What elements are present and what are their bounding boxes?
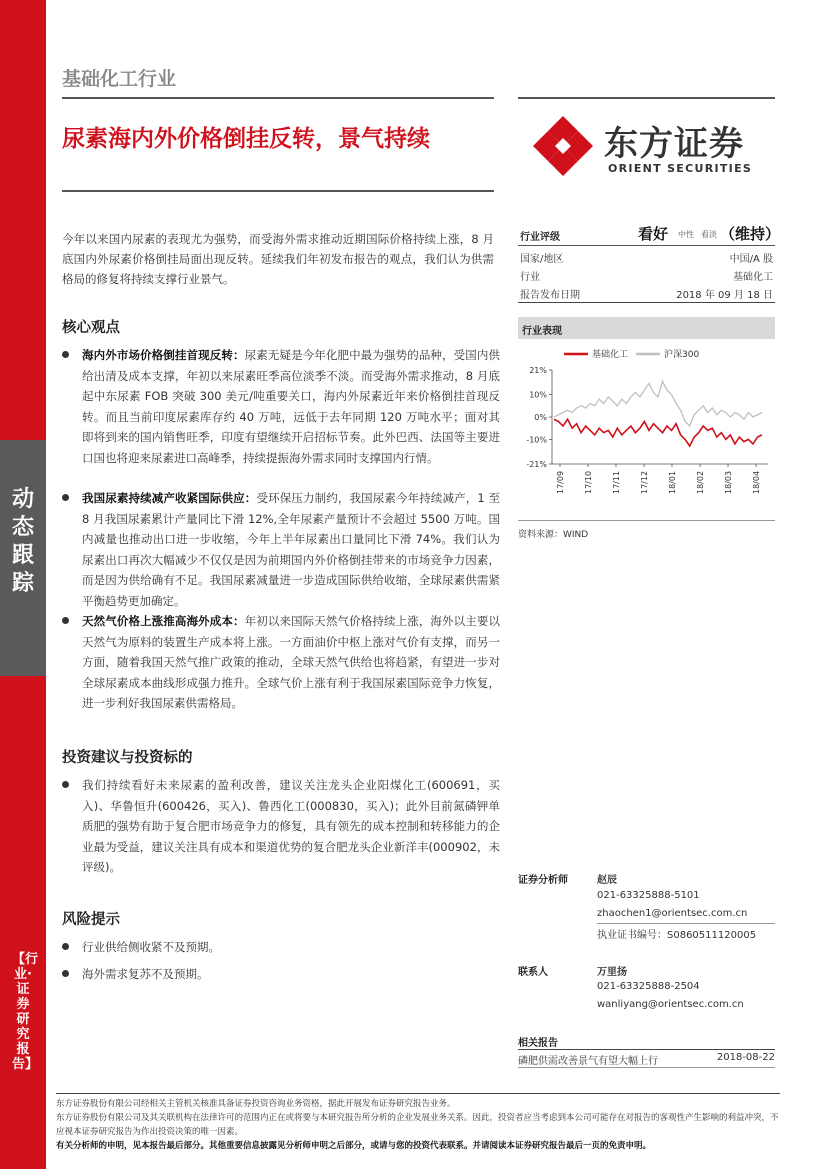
perf-heading: 行业表现	[518, 317, 775, 339]
report-category-label: 【行业·证券研究报告】	[12, 952, 39, 1072]
info-row-region	[518, 248, 775, 266]
footer	[56, 1097, 780, 1153]
analyst-email[interactable]: zhaochen1@orientsec.com.cn	[597, 908, 748, 919]
rating-row	[518, 222, 781, 246]
contact-email[interactable]: wanliyang@orientsec.com.cn	[597, 999, 744, 1010]
header-rule-right	[518, 97, 775, 99]
core-item-text: 年初以来国际天然气价格持续上涨，海外以主要以天然气为原料的装置生产成本将上涨。一方面油价中枢上涨对气价有支撑，而另一方面，随着我国天然气推广政策的推动，全球天然气供给也将趋紧，有望进一步对全球尿素成本曲线形成强力推升。全球气价上涨有利于我国尿素国际竞争力恢复，进一步利好我国尿素供需格局。	[82, 614, 501, 710]
rating-keep: （维持）	[720, 225, 781, 243]
industry-name: 基础化工行业	[62, 68, 177, 90]
core-heading: 核心观点	[62, 320, 120, 336]
x-tick-label: 17/10	[584, 470, 593, 494]
report-type-label: 动态跟踪	[11, 487, 34, 596]
contact-phone: 021-63325888-2504	[597, 981, 700, 992]
x-tick-label: 17/11	[612, 470, 621, 494]
bullet-icon	[62, 970, 69, 977]
info-key: 国家/地区	[520, 254, 564, 265]
risk-item-2	[62, 964, 500, 985]
y-tick-label: 21%	[529, 366, 547, 375]
page-title: 尿素海内外价格倒挂反转，景气持续	[62, 126, 430, 152]
bullet-icon	[62, 781, 69, 788]
legend-label: 基础化工	[592, 350, 629, 360]
chart-source: 资料来源：WIND	[518, 530, 589, 540]
info-key: 报告发布日期	[520, 290, 580, 301]
core-item-lead: 我国尿素持续减产收紧国际供应：	[82, 491, 257, 505]
y-tick-label: -10%	[526, 435, 547, 445]
x-tick-label: 18/04	[752, 470, 761, 494]
invest-heading: 投资建议与投资标的	[62, 750, 193, 766]
info-row-industry	[518, 266, 775, 284]
analyst-rule	[597, 923, 775, 924]
logo-text-en: ORIENT SECURITIES	[608, 162, 753, 175]
analyst-label: 证券分析师	[518, 875, 568, 886]
rating-option-negative: 看淡	[701, 230, 717, 239]
contact-label: 联系人	[518, 967, 548, 978]
performance-chart	[518, 342, 775, 522]
related-report-title[interactable]: 磷肥供需改善景气有望大幅上行	[518, 1056, 658, 1067]
series-line	[554, 419, 762, 446]
related-report-date: 2018-08-22	[716, 1052, 775, 1063]
risk-item-text: 海外需求复苏不及预期。	[82, 967, 209, 981]
rating-value: 看好	[638, 225, 669, 243]
intro-paragraph: 今年以来国内尿素的表现尤为强势，而受海外需求推动近期国际价格持续上涨，8 月底国内外尿素价格倒挂局面出现反转。延续我们年初发布报告的观点，我们认为供需格局的修复将持续支撑行业景气。	[62, 232, 494, 286]
side-bar-top	[0, 0, 46, 440]
x-tick-label: 18/03	[724, 470, 733, 494]
rating-label: 行业评级	[520, 232, 560, 243]
x-tick-label: 17/09	[556, 470, 565, 494]
x-tick-label: 17/12	[640, 470, 649, 494]
footer-line-3: 有关分析师的申明，见本报告最后部分。其他重要信息披露见分析师申明之后部分，或请与您的投资代表联系。并请阅读本证券研究报告最后一页的免责申明。	[56, 1141, 652, 1151]
core-item-text: 尿素无疑是今年化肥中最为强势的品种，受国内供给出清及成本支撑，年初以来尿素旺季高位淡季不淡。而受海外需求推动，8 月底起中东尿素 FOB 突破 300 美元/吨重要关口，海内外尿素近年来价格倒挂首现反转。而且当前印度尿素库存约 40 万吨，远低于去年同期 120 万吨水平；面对其即将到来的国内销售旺季，印度有望继续开启招标节奏。此外巴西、法国等主要进口国也将迎来尿素进口高峰季，持续提振海外需求同时支撑国内行情。	[82, 348, 501, 465]
info-key: 行业	[520, 272, 540, 283]
rating-option-neutral: 中性	[678, 230, 694, 239]
header-rule	[62, 97, 494, 99]
series-line	[554, 381, 762, 426]
analyst-name: 赵辰	[597, 875, 617, 886]
related-label: 相关报告	[518, 1038, 558, 1049]
x-tick-label: 18/01	[668, 470, 677, 494]
risk-item-text: 行业供给侧收紧不及预期。	[82, 940, 220, 954]
core-item-lead: 天然气价格上涨推高海外成本：	[82, 614, 245, 628]
x-tick-label: 18/02	[696, 470, 705, 494]
analyst-phone: 021-63325888-5101	[597, 890, 700, 901]
info-row-date	[518, 284, 775, 302]
logo-mark-icon	[530, 114, 596, 180]
core-item-lead: 海内外市场价格倒挂首现反转：	[82, 348, 245, 362]
chart-rule	[518, 520, 775, 521]
info-value: 中国/A 股	[729, 254, 773, 265]
company-logo	[530, 112, 770, 182]
bullet-icon	[62, 494, 69, 501]
legend-label: 沪深300	[664, 350, 700, 360]
invest-item-1	[62, 775, 500, 878]
bullet-icon	[62, 351, 69, 358]
footer-line-1: 东方证券股份有限公司经相关主管机关核准具备证券投资咨询业务资格，据此开展发布证券研究报告业务。	[56, 1099, 456, 1109]
core-item-3	[62, 611, 500, 714]
invest-item-text: 我们持续看好未来尿素的盈利改善，建议关注龙头企业阳煤化工(600691，买入)、华鲁恒升(600426，买入)、鲁西化工(000830，买入)；此外目前氮磷钾单质肥的强势有助于复合肥市场竞争力的修复，具有领先的成本控制和转移能力的企业最为受益，建议关注具有成本和渠道优势的复合肥龙头企业新洋丰(000902，未评级)。	[82, 778, 500, 874]
risk-heading: 风险提示	[62, 912, 120, 928]
core-item-1	[62, 345, 500, 468]
info-value: 基础化工	[733, 272, 773, 283]
side-bar-bottom	[0, 676, 46, 1169]
y-tick-label: -21%	[526, 460, 547, 469]
bullet-icon	[62, 943, 69, 950]
analyst-cert: 执业证书编号：S0860511120005	[597, 930, 757, 941]
bullet-icon	[62, 617, 69, 624]
info-value: 2018 年 09 月 18 日	[676, 290, 773, 301]
y-tick-label: 0%	[534, 413, 547, 422]
related-rule	[518, 1049, 775, 1050]
core-item-text: 受环保压力制约，我国尿素今年持续减产，1 至 8 月我国尿素累计产量同比下滑 12%,全年尿素产量预计不会超过 5500 万吨。国内减量也推动出口进一步收缩，今年上半年尿素出口量同比下滑 74%。我们认为尿素出口再次大幅减少不仅仅是因为前期国内外价格倒挂带来的市场竞争力因素，而是因为供给确有不足。我国尿素减量进一步造成国际供给收缩，全球尿素供需紧平衡趋势更加确定。	[82, 491, 500, 608]
logo-text-cn: 东方证券	[604, 124, 744, 164]
footer-line-2: 东方证券股份有限公司及其关联机构在法律许可的范围内正在或将要与本研究报告所分析的企业发展业务关系。因此，投资者应当考虑到本公司可能存在对报告的客观性产生影响的利益冲突，不应视本证券研究报告为作出投资决策的唯一因素。	[56, 1113, 779, 1137]
contact-name: 万里扬	[597, 967, 627, 978]
title-rule	[62, 190, 494, 192]
info-rule	[518, 302, 775, 303]
related-rule-bottom	[518, 1067, 775, 1068]
risk-item-1	[62, 937, 500, 958]
y-tick-label: 10%	[529, 390, 547, 400]
footer-rule	[56, 1093, 780, 1094]
core-item-2	[62, 488, 500, 611]
